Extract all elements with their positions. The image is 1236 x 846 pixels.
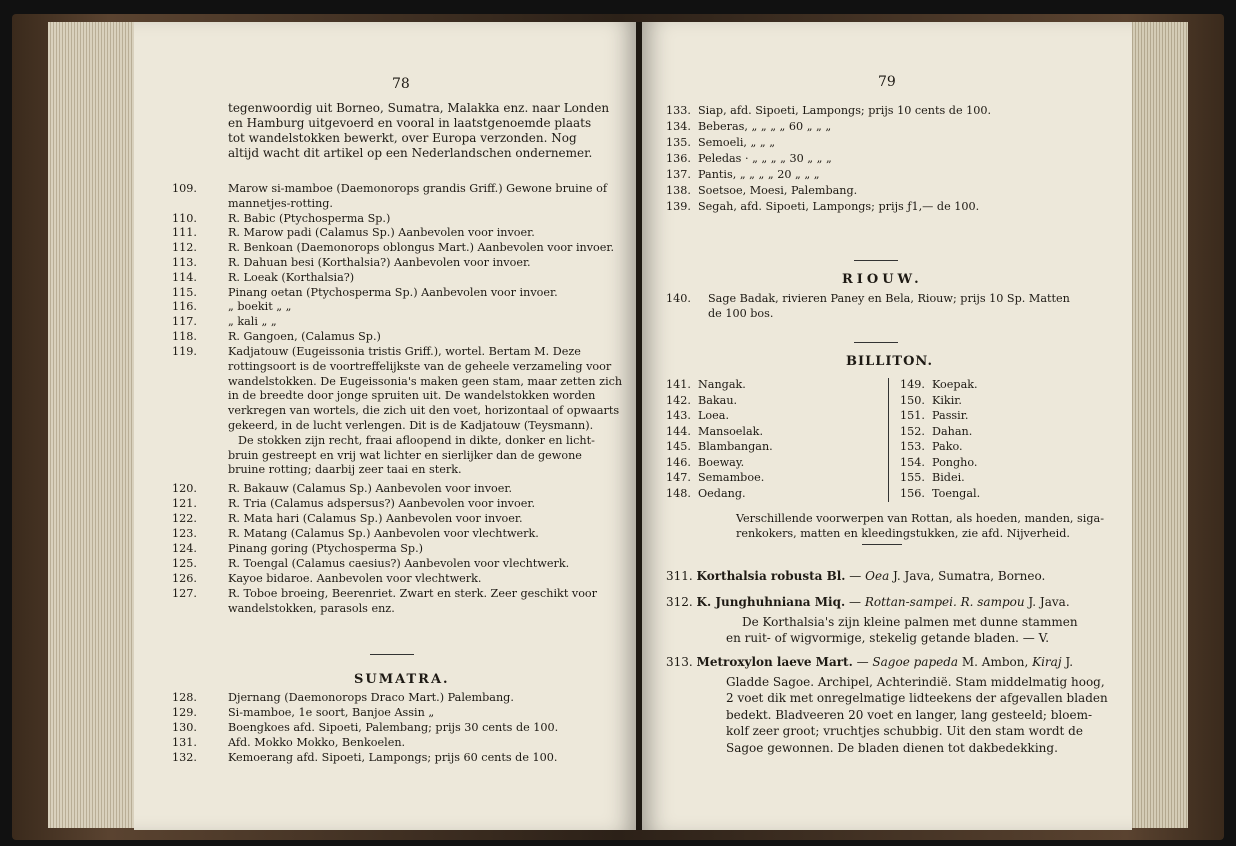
- item-text: R. Babic (Ptychosperma Sp.): [228, 211, 391, 225]
- intro-line: altijd wacht dit artikel op een Nederlandschen ondernemer.: [228, 146, 593, 160]
- local-name: Oea: [865, 569, 890, 583]
- item-text: Passir.: [932, 409, 969, 422]
- description-line: Gladde Sagoe. Archipel, Achterindië. Stam middelmatig hoog,: [726, 675, 1105, 689]
- item-number: 114.: [172, 270, 197, 284]
- item-number: 131.: [172, 736, 197, 749]
- item-number: 148.: [666, 486, 691, 500]
- item-text: „ boekit „ „: [228, 300, 292, 314]
- item-number: 156.: [900, 486, 925, 500]
- item-text: Si-mamboe, 1e soort, Banjoe Assin „: [228, 706, 435, 719]
- item-number: 122.: [172, 512, 197, 525]
- item-text: R. Loeak (Korthalsia?): [228, 270, 355, 284]
- item-text: Kayoe bidaroe. Aanbevolen voor vlechtwerk.: [228, 572, 482, 585]
- divider: [854, 260, 898, 261]
- item-number: 116.: [172, 300, 197, 314]
- description-line: 2 voet dik met onregelmatige lidteekens der afgevallen bladen: [726, 691, 1108, 706]
- entry-tail: M. Ambon,: [958, 655, 1033, 669]
- item-text: rottingsoort is de voortreffelijkste van de geheele verzameling voor: [228, 359, 612, 373]
- dash: —: [845, 569, 866, 583]
- section-title-sumatra: SUMATRA.: [354, 672, 450, 687]
- item-text: Kemoerang afd. Sipoeti, Lampongs; prijs 60 cents de 100.: [228, 751, 558, 764]
- item-number: 120.: [172, 482, 197, 495]
- divider: [854, 342, 898, 343]
- item-number: 145.: [666, 440, 691, 453]
- page-number: 79: [878, 74, 896, 90]
- item-text: Pako.: [932, 440, 963, 453]
- item-text: Semoeli, „ „ „: [698, 136, 776, 149]
- right-page: [642, 22, 1132, 830]
- item-text: Boeway.: [698, 455, 745, 469]
- item-number: 118.: [172, 330, 197, 343]
- item-number: 123.: [172, 527, 197, 540]
- description-line: en ruit- of wigvormige, stekelig getande bladen. — V.: [726, 631, 1050, 646]
- item-number: 117.: [172, 315, 197, 329]
- description-line: Sagoe gewonnen. De bladen dienen tot dakbedekking.: [726, 740, 1058, 755]
- item-number: 111.: [172, 226, 197, 240]
- item-text: R. Bakauw (Calamus Sp.) Aanbevolen voor invoer.: [228, 482, 513, 495]
- item-number: 119.: [172, 345, 197, 358]
- section-title-billiton: BILLITON.: [846, 354, 934, 369]
- item-text: wandelstokken, parasols enz.: [228, 602, 395, 615]
- item-number: 126.: [172, 572, 197, 585]
- local-name: Rottan-sampei. R. sampou: [864, 595, 1025, 609]
- local-name: Sagoe papeda: [872, 655, 959, 669]
- item-number: 150.: [900, 393, 925, 407]
- item-text: Sage Badak, rivieren Paney en Bela, Riouw; prijs 10 Sp. Matten: [708, 292, 1070, 305]
- left-page: [134, 22, 636, 830]
- entry-313: [666, 654, 1073, 670]
- item-number: 141.: [666, 378, 691, 391]
- species-name: K. Junghuhniana Miq.: [696, 595, 846, 609]
- entry-tail-2: J.: [1061, 655, 1074, 669]
- item-number: 154.: [900, 455, 925, 469]
- item-text: Kadjatouw (Eugeissonia tristis Griff.), wortel. Bertam M. Deze: [228, 345, 581, 358]
- item-text: Blambangan.: [698, 440, 773, 453]
- item-text: Pinang goring (Ptychosperma Sp.): [228, 542, 424, 555]
- item-text: R. Marow padi (Calamus Sp.) Aanbevolen voor invoer.: [228, 226, 535, 240]
- species-name: Metroxylon laeve Mart.: [696, 655, 853, 669]
- item-text: R. Mata hari (Calamus Sp.) Aanbevolen voor invoer.: [228, 512, 523, 525]
- item-number: 134.: [666, 120, 691, 133]
- divider: [862, 544, 902, 545]
- local-name-2: Kiraj: [1032, 655, 1062, 669]
- item-number: 153.: [900, 440, 925, 453]
- item-number: 121.: [172, 497, 197, 510]
- item-number: 139.: [666, 200, 691, 213]
- item-text: R. Benkoan (Daemonorops oblongus Mart.) Aanbevolen voor invoer.: [228, 241, 615, 255]
- item-text: Loea.: [698, 409, 730, 422]
- item-number: 109.: [172, 182, 197, 195]
- item-text: Kikir.: [932, 393, 962, 407]
- note-line: renkokers, matten en kleedingstukken, zie afd. Nijverheid.: [736, 527, 1070, 540]
- item-number: 135.: [666, 136, 691, 149]
- item-text: Djernang (Daemonorops Draco Mart.) Palembang.: [228, 691, 514, 704]
- item-number: 142.: [666, 393, 691, 407]
- entry-number: 311.: [666, 569, 693, 583]
- item-text: Soetsoe, Moesi, Palembang.: [698, 184, 858, 197]
- intro-line: tegenwoordig uit Borneo, Sumatra, Malakka enz. naar Londen: [228, 101, 610, 115]
- item-text: Pantis, „ „ „ „ 20 „ „ „: [698, 168, 820, 181]
- page-number: 78: [392, 76, 410, 92]
- item-number: 124.: [172, 542, 197, 555]
- item-number: 143.: [666, 409, 691, 422]
- page-edges-left: [48, 22, 134, 828]
- item-text: De stokken zijn recht, fraai afloopend in dikte, donker en licht-: [238, 433, 595, 447]
- item-number: 110.: [172, 211, 197, 225]
- item-text: Segah, afd. Sipoeti, Lampongs; prijs ƒ1,— de 100.: [698, 200, 980, 213]
- item-number: 140.: [666, 292, 691, 305]
- item-text: in de breedte door jonge spruiten uit. De wandelstokken worden: [228, 389, 596, 403]
- item-number: 144.: [666, 424, 691, 438]
- entry-311: [666, 568, 1045, 584]
- item-text: de 100 bos.: [708, 307, 774, 320]
- item-number: 147.: [666, 471, 691, 484]
- item-text: mannetjes-rotting.: [228, 196, 333, 210]
- item-number: 112.: [172, 241, 197, 255]
- item-number: 132.: [172, 751, 197, 764]
- item-number: 128.: [172, 691, 197, 704]
- item-number: 137.: [666, 168, 691, 181]
- item-text: R. Matang (Calamus Sp.) Aanbevolen voor vlechtwerk.: [228, 527, 539, 540]
- item-text: R. Toboe broeing, Beerenriet. Zwart en sterk. Zeer geschikt voor: [228, 587, 598, 600]
- item-number: 151.: [900, 409, 925, 422]
- item-text: Mansoelak.: [698, 424, 764, 438]
- item-text: Pinang oetan (Ptychosperma Sp.) Aanbevolen voor invoer.: [228, 285, 558, 299]
- item-number: 133.: [666, 104, 691, 117]
- item-text: Dahan.: [932, 424, 973, 438]
- item-text: „ kali „ „: [228, 315, 277, 329]
- item-text: gekeerd, in de lucht verlengen. Dit is de Kadjatouw (Teysmann).: [228, 419, 594, 432]
- item-number: 152.: [900, 424, 925, 438]
- section-title-riouw: RIOUW.: [842, 272, 923, 287]
- dash: —: [845, 595, 865, 609]
- item-number: 130.: [172, 721, 197, 734]
- item-text: wandelstokken. De Eugeissonia's maken geen stam, maar zetten zich: [228, 374, 623, 388]
- item-text: R. Gangoen, (Calamus Sp.): [228, 330, 381, 343]
- page-edges-right: [1130, 22, 1188, 828]
- entry-tail: J. Java, Sumatra, Borneo.: [889, 569, 1046, 583]
- item-text: Siap, afd. Sipoeti, Lampongs; prijs 10 cents de 100.: [698, 104, 992, 117]
- entry-number: 312.: [666, 595, 693, 609]
- note-line: Verschillende voorwerpen van Rottan, als hoeden, manden, siga-: [736, 512, 1104, 525]
- item-text: R. Dahuan besi (Korthalsia?) Aanbevolen voor invoer.: [228, 256, 531, 269]
- item-text: bruin gestreept en vrij wat lichter en sierlijker dan de gewone: [228, 448, 582, 462]
- item-text: R. Tria (Calamus adspersus?) Aanbevolen voor invoer.: [228, 497, 535, 510]
- item-number: 155.: [900, 471, 925, 484]
- item-number: 125.: [172, 557, 197, 570]
- entry-tail: J. Java.: [1024, 595, 1070, 609]
- item-text: Semamboe.: [698, 471, 765, 484]
- item-text: Oedang.: [698, 486, 746, 500]
- description-line: kolf zeer groot; vruchtjes schubbig. Uit den stam wordt de: [726, 724, 1083, 739]
- item-text: Peledas · „ „ „ „ 30 „ „ „: [698, 152, 832, 165]
- item-number: 127.: [172, 587, 197, 600]
- item-text: R. Toengal (Calamus caesius?) Aanbevolen voor vlechtwerk.: [228, 557, 570, 570]
- item-text: Toengal.: [932, 486, 981, 500]
- description-line: De Korthalsia's zijn kleine palmen met dunne stammen: [742, 615, 1078, 629]
- column-divider: [888, 378, 889, 502]
- intro-line: tot wandelstokken bewerkt, over Europa verzonden. Nog: [228, 131, 577, 145]
- item-text: Pongho.: [932, 455, 978, 469]
- item-text: Boengkoes afd. Sipoeti, Palembang; prijs 30 cents de 100.: [228, 721, 559, 734]
- item-text: Bakau.: [698, 393, 738, 407]
- intro-line: en Hamburg uitgevoerd en vooral in laatstgenoemde plaats: [228, 116, 592, 130]
- entry-number: 313.: [666, 655, 693, 669]
- item-text: Nangak.: [698, 378, 746, 391]
- item-number: 136.: [666, 152, 691, 165]
- divider: [370, 654, 414, 655]
- entry-312: [666, 594, 1070, 610]
- item-number: 129.: [172, 706, 197, 719]
- item-number: 138.: [666, 184, 691, 197]
- dash: —: [852, 655, 873, 669]
- item-number: 115.: [172, 285, 197, 299]
- item-text: Beberas, „ „ „ „ 60 „ „ „: [698, 120, 832, 133]
- item-text: verkregen van wortels, die zich uit den voet, horizontaal of opwaarts: [228, 404, 620, 418]
- item-number: 146.: [666, 455, 691, 469]
- item-text: bruine rotting; daarbij zeer taai en sterk.: [228, 463, 462, 477]
- item-text: Marow si-mamboe (Daemonorops grandis Griff.) Gewone bruine of: [228, 182, 607, 195]
- item-text: Bidei.: [932, 471, 965, 484]
- item-text: Koepak.: [932, 378, 978, 391]
- item-number: 149.: [900, 378, 925, 391]
- species-name: Korthalsia robusta Bl.: [696, 569, 846, 583]
- item-text: Afd. Mokko Mokko, Benkoelen.: [228, 736, 406, 749]
- description-line: bedekt. Bladveeren 20 voet en langer, lang gesteeld; bloem-: [726, 707, 1093, 722]
- item-number: 113.: [172, 256, 197, 269]
